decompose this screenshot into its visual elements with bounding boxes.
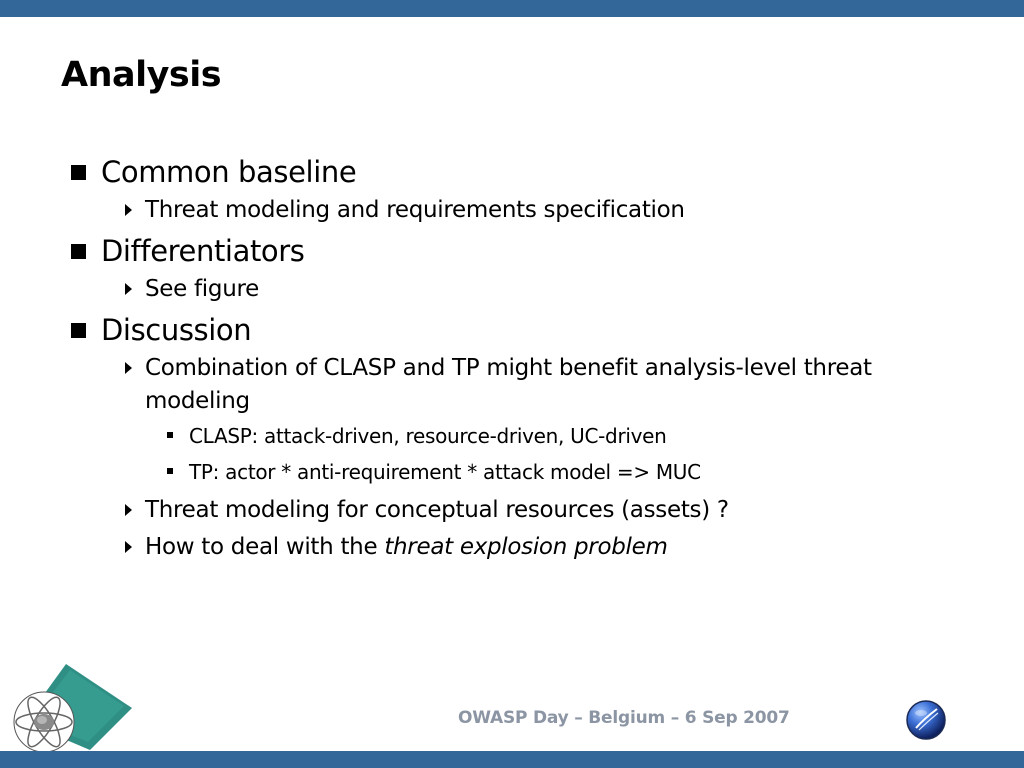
bullet-common-baseline bbox=[70, 154, 970, 190]
sub-bullet-conceptual-resources bbox=[145, 494, 970, 527]
sub-bullet-see-figure bbox=[145, 273, 970, 306]
triangle-bullet-icon bbox=[125, 362, 132, 374]
bottom-bar bbox=[0, 751, 1024, 768]
small-square-bullet-icon bbox=[167, 432, 173, 438]
square-bullet-icon bbox=[71, 244, 86, 259]
triangle-bullet-icon bbox=[125, 204, 132, 216]
square-bullet-icon bbox=[71, 323, 86, 338]
sub-bullet-text-plain: How to deal with the bbox=[145, 534, 385, 560]
slide-title: Analysis bbox=[61, 55, 222, 95]
bullet-text: Common baseline bbox=[101, 155, 357, 189]
triangle-bullet-icon bbox=[125, 504, 132, 516]
square-bullet-icon bbox=[71, 165, 86, 180]
small-square-bullet-icon bbox=[167, 468, 173, 474]
sub-sub-bullet-tp bbox=[189, 454, 970, 490]
bullet-differentiators bbox=[70, 233, 970, 269]
sub-bullet-text-line1: Combination of CLASP and TP might benefit analysis-level threat bbox=[145, 355, 872, 381]
top-bar bbox=[0, 0, 1024, 17]
bullet-text: Discussion bbox=[101, 313, 252, 347]
sub-sub-bullet-text: CLASP: attack-driven, resource-driven, UC-driven bbox=[189, 424, 667, 448]
triangle-bullet-icon bbox=[125, 283, 132, 295]
sub-bullet-text-italic: threat explosion problem bbox=[384, 534, 668, 560]
slide-content bbox=[70, 154, 970, 564]
sub-bullet-combination bbox=[145, 352, 970, 418]
sub-bullet-text: Threat modeling and requirements specification bbox=[145, 197, 685, 223]
sub-bullet-text-line2: modeling bbox=[145, 388, 250, 414]
bullet-discussion bbox=[70, 312, 970, 348]
sub-bullet-text: See figure bbox=[145, 276, 259, 302]
owasp-globe-logo bbox=[905, 699, 947, 741]
sub-sub-bullet-clasp bbox=[189, 418, 970, 454]
sub-bullet-threat-explosion bbox=[145, 531, 970, 564]
slide-footer: OWASP Day – Belgium – 6 Sep 2007 bbox=[458, 708, 790, 728]
triangle-bullet-icon bbox=[125, 541, 132, 553]
bullet-text: Differentiators bbox=[101, 234, 305, 268]
sub-bullet-threat-modeling bbox=[145, 194, 970, 227]
sub-bullet-text: Threat modeling for conceptual resources (assets) ? bbox=[145, 497, 729, 523]
sub-sub-bullet-text: TP: actor * anti-requirement * attack model => MUC bbox=[189, 460, 701, 484]
privacy-badge-logo bbox=[4, 656, 134, 752]
